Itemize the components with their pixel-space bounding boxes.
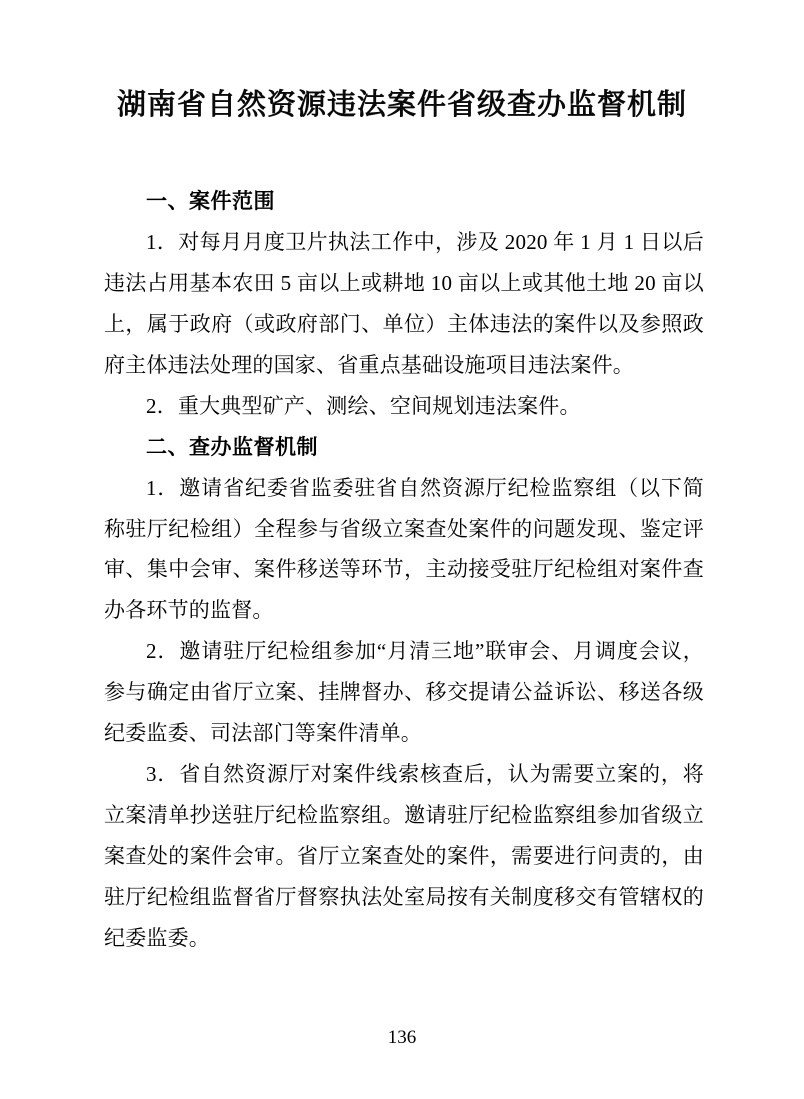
- page-number: 136: [387, 1027, 417, 1048]
- section-heading-case-scope: 一、案件范围: [146, 188, 275, 213]
- section-heading-supervision-mechanism: 二、查办监督机制: [146, 433, 318, 459]
- document-body: [0, 181, 804, 959]
- paragraph-mechanism-3: 3．省自然资源厅对案件线索核查后，认为需要立案的，将立案清单抄送驻厅纪检监察组。邀请驻厅纪检监察组参加省级立案查处的案件会审。省厅立案查处的案件，需要进行问责的，由驻厅纪检组监督省厅督察执法处室局按有关制度移交有管辖权的纪委监委。: [104, 762, 704, 950]
- paragraph-scope-1: 1．对每月月度卫片执法工作中，涉及 2020 年 1 月 1 日以后违法占用基本农田 5 亩以上或耕地 10 亩以上或其他土地 20 亩以上，属于政府（或政府部门、单位）主体违法的案件以及参照政府主体违法处理的国家、省重点基础设施项目违法案件。: [104, 229, 704, 377]
- paragraph-mechanism-1: 1．邀请省纪委省监委驻省自然资源厅纪检监察组（以下简称驻厅纪检组）全程参与省级立案查处案件的问题发现、鉴定评审、集中会审、案件移送等环节，主动接受驻厅纪检组对案件查办各环节的监督。: [104, 475, 704, 623]
- paragraph-mechanism-2: 2．邀请驻厅纪检组参加“月清三地”联审会、月调度会议，参与确定由省厅立案、挂牌督办、移交提请公益诉讼、移送各级纪委监委、司法部门等案件清单。: [104, 639, 704, 746]
- page-title: 湖南省自然资源违法案件省级查办监督机制: [116, 87, 687, 121]
- paragraph-scope-2: 2．重大典型矿产、测绘、空间规划违法案件。: [146, 393, 581, 418]
